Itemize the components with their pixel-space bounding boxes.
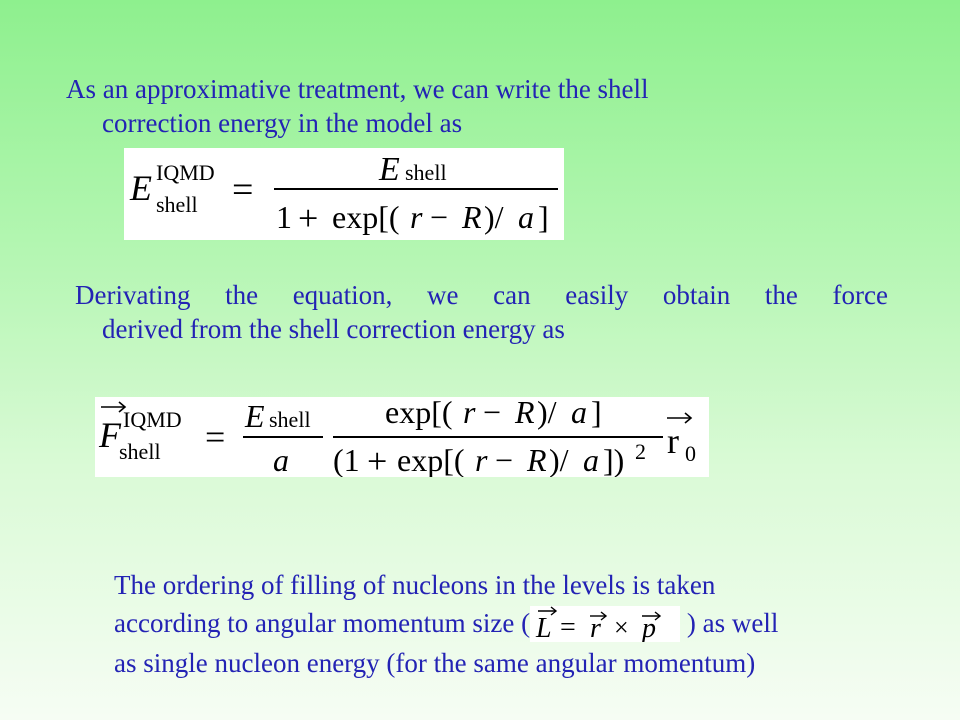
paragraph3-line2-after: ) as well <box>680 608 779 638</box>
eq2-frac2-num-slash: )/ <box>537 397 557 430</box>
paragraph3-line2-before: according to angular momentum size ( <box>114 608 531 638</box>
paragraph1-line2: correction energy in the model as <box>102 108 463 138</box>
eq1-equals: = <box>232 169 254 211</box>
paragraph-force-derivation <box>75 278 888 346</box>
inline-eq-equals: = <box>560 611 576 642</box>
eq1-den-minus: − <box>430 199 449 235</box>
eq2-frac2-num-a: a <box>571 397 587 430</box>
eq1-den-exp: exp[( <box>332 199 400 235</box>
inline-eq-L: L <box>536 612 552 642</box>
inline-eq-p: p <box>642 612 657 642</box>
inline-eq-r: r <box>590 612 602 642</box>
eq1-den-R: R <box>462 199 482 235</box>
eq2-vector-symbol: r <box>667 421 679 461</box>
eq2-frac2-den-a: a <box>583 442 599 477</box>
paragraph2-line1: Derivating the equation, we can easily obtain the force <box>75 280 888 310</box>
eq2-frac1-den: a <box>273 442 289 477</box>
eq2-frac2-den-exp: exp[( <box>397 442 465 477</box>
eq2-frac2-den-open: (1 <box>333 442 360 477</box>
eq2-frac2-num-R: R <box>515 397 535 430</box>
eq1-numerator-symbol: E <box>379 151 400 188</box>
inline-equation-svg <box>530 606 680 642</box>
eq2-frac2-num-r: r <box>463 397 476 430</box>
paragraph-level-ordering <box>114 566 894 682</box>
eq2-frac1-num-subscript: shell <box>269 407 311 432</box>
eq1-den-close: ] <box>538 199 549 235</box>
eq1-den-one: 1 <box>276 199 292 235</box>
paragraph2-line2: derived from the shell correction energy as <box>102 314 565 344</box>
eq2-frac2-den-R: R <box>527 442 547 477</box>
eq1-den-slash: )/ <box>484 199 504 235</box>
inline-eq-times: × <box>614 612 629 642</box>
eq1-den-r: r <box>410 199 423 235</box>
eq2-lhs-superscript: IQMD <box>123 407 182 432</box>
eq2-frac1-num-symbol: E <box>245 398 265 434</box>
equation-shell-force <box>95 397 709 477</box>
eq1-lhs-symbol: E <box>130 168 152 208</box>
eq2-frac2-den-slash: )/ <box>549 442 569 477</box>
eq1-numerator-subscript: shell <box>405 160 447 185</box>
eq2-frac2-den-minus: − <box>495 442 514 477</box>
eq1-den-a: a <box>518 199 534 235</box>
eq2-frac2-num-exp: exp[( <box>385 397 453 430</box>
inline-equation-angular-momentum <box>530 606 680 642</box>
equation-shell-energy-svg <box>124 148 564 240</box>
paragraph1-line1: As an approximative treatment, we can write the shell <box>66 74 649 104</box>
eq2-frac2-den-power: 2 <box>635 439 646 464</box>
eq1-den-plus: + <box>298 198 319 238</box>
equation-shell-energy <box>124 148 564 240</box>
eq1-lhs-subscript: shell <box>156 192 198 217</box>
eq2-equals: = <box>205 417 226 457</box>
eq2-frac2-den-r: r <box>475 442 488 477</box>
eq2-lhs-subscript: shell <box>119 439 161 464</box>
eq1-lhs-superscript: IQMD <box>156 160 215 185</box>
equation-shell-force-svg <box>95 397 709 477</box>
eq2-frac2-den-plus: + <box>367 441 388 477</box>
eq2-lhs-symbol: F <box>99 415 121 455</box>
eq2-frac2-num-close: ] <box>591 397 602 430</box>
eq2-frac2-den-close: ]) <box>603 442 625 477</box>
paragraph-shell-correction-intro <box>66 72 822 140</box>
eq2-frac2-num-minus: − <box>483 397 502 430</box>
paragraph3-line3: as single nucleon energy (for the same angular momentum) <box>114 647 756 678</box>
eq2-vector-subscript: 0 <box>685 441 696 466</box>
paragraph3-line1: The ordering of filling of nucleons in the levels is taken <box>114 570 716 600</box>
